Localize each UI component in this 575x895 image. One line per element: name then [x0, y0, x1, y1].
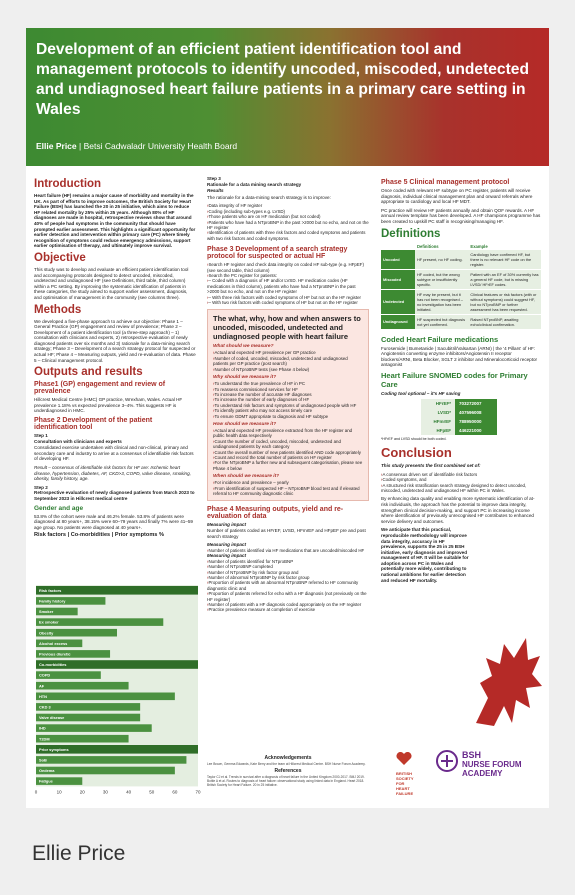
- results-list: [207, 203, 369, 241]
- step3-sub: Rationale for a data mining search strategy: [207, 181, 302, 187]
- step2-sub: Retrospective evaluation of newly diagnosed patients from March 2023 to September 2023 in Hillcrest medical centre: [34, 490, 195, 501]
- conclusion-sub: This study presents the first combined set of:: [381, 463, 481, 469]
- definitions-cell: Undetected: [381, 289, 415, 314]
- impact3-item: › Number of patients with a HF diagnosis coded appropriately on the HF register: [207, 602, 369, 607]
- impact3-item: › Number of patients identified for NTproBNP: [207, 559, 369, 564]
- definitions-row: [381, 314, 541, 329]
- what-why-how-box: [207, 309, 369, 501]
- snomed-row: [421, 426, 497, 435]
- phase1-body: Hillcrest Medical Centre (HMC) GP practice, Wrexham, Wales. Actual HF prevalence 1.18% vs expected prevalence 3–4%. This suggests HF is underdiagnosed in HMC.: [34, 397, 183, 414]
- medications-heading: Coded Heart Failure medications: [381, 334, 499, 344]
- poster-banner: [26, 28, 549, 166]
- acknowledgements-heading: Acknowledgements: [264, 755, 312, 761]
- phase1-heading: Phase1 (GP) engagement and review of prevalence: [34, 381, 166, 396]
- box-how-item: › Count and record the total number of patients on HF register: [213, 455, 363, 460]
- box-what-item: › Number of NTproBNP tests (see Phase 4 below): [213, 367, 363, 372]
- chart-category-label: Valve disease: [39, 715, 65, 721]
- snomed-cell: HFpEF: [421, 426, 455, 435]
- definitions-cell: HF present, no HF coding.: [415, 250, 468, 270]
- box-what-item: › Number of coded, uncoded, miscoded, undetected and undiagnosed patients per GP practice (post search): [213, 356, 363, 367]
- welsh-dragon-icon: [466, 628, 546, 738]
- definitions-cell: HF suspected but diagnosis not yet confirmed.: [415, 314, 468, 329]
- chart-bar: [36, 735, 129, 743]
- box-what-item: › Actual and expected HF prevalence per GP practice: [213, 350, 363, 355]
- nurse-forum-logo: [436, 750, 546, 800]
- chart-category-label: Fatigue: [39, 778, 53, 784]
- chart-category-label: Family history: [39, 598, 66, 604]
- step2-label: Step 2: [34, 484, 48, 490]
- chart-x-tick: 40: [126, 789, 132, 795]
- chart-category-label: Ex smoker: [39, 619, 59, 625]
- definitions-header-example: Example: [468, 243, 541, 250]
- poster[interactable]: [26, 28, 549, 808]
- conclusion-body: By enhancing data quality and enabling more systematic identification of at-risk individuals, the approach has the potential to improve data integrity, strengthen clinical decision-making, and support PC in increasing income where identification of previously unrecognised HF contributes to enhanced service delivery and outcomes.: [381, 496, 535, 524]
- results-heading: Results: [207, 188, 224, 194]
- box-why-item: › To increase the number of accurate HF diagnoses: [213, 392, 363, 397]
- snomed-heading: Heart Failure SNOMED codes for Primary Care: [381, 370, 528, 389]
- bsh-logo-line-2: SOCIETY: [396, 776, 414, 781]
- impact2-item: › Number of patients identified via HF medications that are uncoded/miscoded HF: [207, 548, 369, 553]
- snomed-table: [421, 399, 497, 435]
- snomed-row: [421, 417, 497, 426]
- impact3-item: › Number of NTproBNP by risk factor group and: [207, 570, 369, 575]
- chart-x-tick: 10: [56, 789, 62, 795]
- results-item: › Patients who have had a NTproBNP in the past >2000 but no echo, and not on the HF register: [207, 220, 369, 231]
- box-title: The what, why, how and when answers to uncoded, miscoded, undetected and undiagnosed people with heart failure: [213, 314, 361, 342]
- impact3-item: › Proportion of patients referred for echo with a HF diagnosis (not previously on the HF register): [207, 591, 369, 602]
- conclusion-heading: Conclusion: [381, 445, 452, 461]
- chart-x-tick: 0: [34, 789, 38, 795]
- nurse-forum-logo-bsh: BSH: [462, 750, 482, 760]
- step1-sub: Consultation with clinicians and experts: [34, 438, 122, 444]
- logos-area: [396, 748, 546, 804]
- references-heading: References: [274, 768, 302, 774]
- impact3-item: › Number of abnormal NTproBNP by risk factor group: [207, 575, 369, 580]
- references-body: Taylor CJ et al. Trends in survival after a diagnosis of heart failure in the United Kingdom 2000-2017. BMJ 2019. Bottle A et al. Routes to diagnosis of heart failure: observational study using linked data in England. Heart 2018. British Society for Heart Failure. 20 in 25 initiative.: [207, 775, 365, 787]
- conclusion-list: [381, 472, 541, 494]
- box-how-item: › Count the overall number of new patients identified AND code appropriately: [213, 450, 363, 455]
- box-how-item: › For the NTproBNP a further new and subsequent categorisation, please see Phase 4 below: [213, 460, 363, 471]
- chart-bar: [36, 703, 140, 711]
- box-why-item: › To reassess commissioned services for HF: [213, 387, 363, 392]
- phase3-item: › – With two risk factors with coded symptoms of HF but not on the HF register: [207, 300, 369, 305]
- chart-category-label: Smoker: [39, 609, 54, 615]
- nurse-forum-logo-academy: ACADEMY: [462, 769, 503, 778]
- phase3-item: › – Coded with a diagnosis of HF and/or LVSD. HF medication codes (HF medications in third column), patients who have had a NTproBNP in the past >2000 but no echo, and not on the HF register: [207, 278, 369, 294]
- definitions-row: [381, 250, 541, 270]
- impact3-item: › Proportion of patients with an abnormal NTproBNP referred to HF community diagnostic clinic and: [207, 580, 369, 591]
- nurse-forum-logo-line: NURSE FORUM: [462, 760, 522, 769]
- bsh-logo-line-1: BRITISH: [396, 771, 412, 776]
- phase5-heading: Phase 5 Clinical management protocol: [381, 179, 510, 186]
- chart-x-tick: 20: [79, 789, 85, 795]
- gender-age-heading: Gender and age: [34, 504, 84, 512]
- impact1-body: Number of patients coded as HFrEF, LVSD, HFmrEF and HFpEF pre and post search strategy: [207, 528, 366, 539]
- definitions-header-row: [381, 243, 541, 250]
- step1-result: Result – consensus of identifiable risk factors for HF are: Ischemic heart disease, hypertension, diabetes, AF, CKD>3, COPD, valve disease, smoking, obesity, family history, age.: [34, 465, 191, 482]
- author-name: Ellie Price: [36, 141, 77, 151]
- snomed-row: [421, 399, 497, 408]
- chart-category-label: COPD: [39, 672, 51, 678]
- box-how-item: › Count the number of coded, uncoded, miscoded, undetected and undiagnosed patients by each category: [213, 439, 363, 450]
- conclusion-item: › A consensus driven set of identifiable risk factors: [381, 472, 541, 477]
- impact3-heading: Measuring impact: [207, 553, 247, 559]
- chart-category-label: IHD: [39, 725, 46, 731]
- chart-category-label: Previous diuretic: [39, 651, 71, 657]
- objective-heading: Objective: [34, 251, 86, 264]
- box-when-list: [213, 480, 363, 496]
- impact2-heading: Measuring impact: [207, 542, 247, 548]
- column-3: [381, 176, 541, 586]
- poster-title: Development of an efficient patient identification tool and management protocols to identify uncoded, miscoded, undetected and undiagnosed heart failure patients in a primary care setting in Wales: [36, 41, 529, 118]
- definitions-row: [381, 289, 541, 314]
- chart-category-label: Co-morbidities: [39, 662, 67, 668]
- chart-category-label: Oedema: [39, 768, 55, 774]
- phase3-heading: Phase 3 Development of a search strategy protocol for suspected or actual HF: [207, 246, 348, 261]
- phase3-item: › – With three risk factors with coded symptoms of HF but not on the HF register: [207, 295, 369, 300]
- box-what-heading: What should we measure?: [213, 344, 274, 350]
- column-1: [34, 176, 196, 542]
- phase3-item: › Search the PC register for patients:: [207, 273, 369, 278]
- box-when-item: › For incidence and prevalence – yearly: [213, 480, 363, 485]
- risk-factors-chart: [34, 583, 202, 803]
- step1-body: Consolidated exercise undertaken with clinical and non-clinical, primary and secondary care and industry to arrive at a consensus of identifiable risk factors of developing HF.: [34, 445, 194, 462]
- box-when-heading: When should we measure it?: [213, 474, 280, 480]
- snomed-cell: HFrEF*: [421, 399, 455, 408]
- box-why-list: [213, 381, 363, 419]
- heart-icon: [396, 752, 412, 766]
- chart-x-tick: 50: [149, 789, 155, 795]
- column-2: [207, 176, 369, 613]
- definitions-cell: Undiagnosed: [381, 314, 415, 329]
- conclusion-item: › Coded symptoms, and: [381, 477, 541, 482]
- chart-bar: [36, 724, 152, 732]
- definitions-header-def: Definitions: [415, 243, 468, 250]
- risk-factors-heading: Risk factors | Co-morbidities | Prior symptoms %: [34, 532, 164, 539]
- box-when-item: › From identification of suspected HF – NTproBNP blood test and if elevated referral to HF community diagnostic clinic: [213, 486, 363, 497]
- definitions-cell: Clinical features or risk factors (with or without symptoms) could suggest HF, but no NTproBNP or further assessment has been requested.: [468, 289, 541, 314]
- box-how-list: [213, 428, 363, 471]
- chart-category-label: AF: [39, 683, 45, 689]
- chart-category-label: Obesity: [39, 630, 54, 636]
- author-affiliation: Betsi Cadwaladr University Health Board: [83, 141, 238, 151]
- box-how-heading: How should we measure it?: [213, 421, 277, 427]
- conclusion-item: › A structured risk stratification search strategy designed to detect uncoded, miscoded, undetected and undiagnosed HF within PC in Wales.: [381, 483, 541, 494]
- chart-x-tick: 60: [172, 789, 178, 795]
- box-why-item: › To understand risk factors and symptoms of undiagnosed people with HF: [213, 403, 363, 408]
- box-why-item: › To ensure GDMT appropriate to diagnosis and HF subtype: [213, 414, 363, 419]
- definitions-cell: HF coded, but the wrong subtype or insufficiently specific.: [415, 269, 468, 289]
- poster-author: Ellie Price | Betsi Cadwaladr University Health Board: [36, 141, 238, 151]
- box-what-list: [213, 350, 363, 372]
- phase2-heading: Phase 2 Development of the patient identification tool: [34, 417, 153, 432]
- box-how-item: › Actual and expected HF prevalence extracted from the HF register and public health data respectively: [213, 428, 363, 439]
- phase5-body-2: PC practice will review HF patients annually and obtain QOF rewards. A HF annual review template has been developed. A HF champions programme has been created to upskill PC staff in recognising/managing HF.: [381, 207, 541, 224]
- conclusion-bold: We anticipate that this practical, reproducible methodology will improve data integrity, accuracy in HF prevalence, supports the 25 in 25 BSH initiative, early diagnosis and improved management of HF. It will be suitable for adoption across PC in Wales and potentially more widely, contributing to national ambitions for earlier detection and reduced HF mortality.: [381, 527, 469, 583]
- acknowledgements-body: Lee Brown, Gemma Edwards, Kate Berry and the team at Hillcrest Medical Centre. BSH Nurse Forum Academy.: [207, 762, 366, 766]
- definitions-cell: Cardiology have confirmed HF, but there is no relevant HF code on the register.: [468, 250, 541, 270]
- snomed-cell: 703272007: [455, 399, 497, 408]
- results-item: › Those patients who are on HF medication (but not coded): [207, 214, 369, 219]
- definitions-cell: Miscoded: [381, 269, 415, 289]
- results-item: › Identification of patients with three risk factors and coded symptoms and patients with two risk factors and coded symptoms.: [207, 230, 369, 241]
- step3-label: Step 3: [207, 176, 221, 181]
- objective-body: This study was to develop and evaluate an efficient patient identification tool and accompanying protocols designed to detect uncoded, miscoded, undetected and undiagnosed HF (see Definitions, third table, third column) within a PC setting. By improving the systematic identification of patients in these categories, the study aimed to support earlier assessment, diagnosis, and optimisation of management in the community (see columns three).: [34, 266, 189, 300]
- definitions-cell: HF may be present, but it has not been recognised – no investigation has been initiated.: [415, 289, 468, 314]
- snomed-subheading: Coding tool optional – it's HF saving: [381, 390, 461, 396]
- box-why-item: › To identify patient who may not access timely care: [213, 408, 363, 413]
- snomed-cell: LVSD*: [421, 408, 455, 417]
- results-item: › Data integrity of HF register: [207, 203, 369, 208]
- medications-body: Furosemide | Bumetanide | Sacubitril/Valsartan (ARNI) | the '4 Pillars' of HF: Angiotensin converting enzyme inhibitors/Angiotensin II receptor blockers/ARNI, Beta Blocker, SGLT 2 inhibitor and Mineralocorticoid receptor antagonist: [381, 345, 538, 368]
- nurse-forum-emblem-icon: [436, 750, 458, 772]
- step1-label: Step 1: [34, 433, 48, 439]
- bsh-logo-line-3: FOR: [396, 781, 405, 786]
- snomed-row: [421, 408, 497, 417]
- chart-x-tick: 70: [195, 789, 201, 795]
- gender-age-body: 53.8% of the cohort were male and 46.2% female. 53.8% of patients were diagnosed at 80 years+, 38.15% were 60–79 years and finally 7% were 41–59 age group. No patients were diagnosed at 40 years+.: [34, 513, 193, 530]
- results-body: The rationale for a data-mining search strategy is to improve:: [207, 194, 331, 200]
- bsh-logo-line-5: FAILURE: [396, 791, 414, 796]
- phase4-heading: Phase 4 Measuring outputs, yield and re-evaluation of data: [207, 506, 344, 521]
- bsh-logo: [396, 752, 426, 798]
- chart-category-label: Risk factors: [39, 587, 62, 593]
- phase3-item: › Search HF register and check data integrity on coded HF sub-type (e.g. HFpEF) (see second table, third column): [207, 262, 369, 273]
- definitions-heading: Definitions: [381, 227, 441, 240]
- acknowledgements-section: [207, 756, 369, 787]
- chart-category-label: Alcohol excess: [39, 640, 68, 646]
- box-why-heading: Why should we measure it?: [213, 375, 277, 381]
- impact3-item: › Practice prevalence measure at completion of exercise: [207, 607, 369, 612]
- chart-category-label: Prior symptoms: [39, 746, 69, 752]
- methods-body: We developed a five-phase approach to achieve our objective: Phase 1 – General Practice (GP) engagement and review of prevalence; Phase 2 – Development of a patient identification tool (a three-step approach) – 1) consultation with clinicians and experts, 2) retrospective evaluation of newly diagnosed patients over six months and 3) rationale for a data-mining search strategy; Phase 3 – Development of a search strategy protocol for suspected or actual HF; Phase 4 – Measuring outputs, yield and re-evaluation of data. Phase 5 – Clinical management protocol.: [34, 318, 196, 363]
- methods-heading: Methods: [34, 303, 82, 316]
- snomed-cell: 788950000: [455, 417, 497, 426]
- chart-bar: [36, 682, 129, 690]
- box-why-item: › To understand the true prevalence of HF in PC: [213, 381, 363, 386]
- phase3-list: [207, 262, 369, 305]
- definitions-table: [381, 243, 541, 330]
- chart-category-label: T2DM: [39, 736, 50, 742]
- definitions-row: [381, 269, 541, 289]
- chart-category-label: CKD 3: [39, 704, 51, 710]
- impact3-list: [207, 559, 369, 613]
- outputs-heading: Outputs and results: [34, 366, 143, 379]
- box-why-item: › To increase the number of early diagnoses of HF: [213, 397, 363, 402]
- chart-x-tick: 30: [102, 789, 108, 795]
- results-item: › Coding (including sub-types e.g. LVSD): [207, 209, 369, 214]
- bsh-logo-line-4: HEART: [396, 786, 410, 791]
- snomed-cell: 446221000: [455, 426, 497, 435]
- chart-bar: [36, 693, 175, 701]
- snomed-note: *HFrEF and LVSD should be both coded.: [381, 436, 447, 441]
- image-caption: Ellie Price: [32, 842, 126, 865]
- chart-category-label: SoB: [39, 757, 47, 763]
- definitions-cell: Raised NTproBNP, awaiting echo/clinical confirmation.: [468, 314, 541, 329]
- chart-category-label: HTN: [39, 693, 47, 699]
- snomed-cell: 407596008: [455, 408, 497, 417]
- definitions-cell: Patient with an EF of 30% currently has a general HF code, but is missing LVSD/ HFrEF codes.: [468, 269, 541, 289]
- definitions-cell: Uncoded: [381, 250, 415, 270]
- intro-heading: Introduction: [34, 178, 102, 190]
- definitions-header-blank: [381, 243, 415, 250]
- impact3-item: › Number of NTproBNP completed: [207, 564, 369, 569]
- phase5-body-1: Once coded with relevant HF subtype on PC register, patients will receive diagnosis, individual clinical management plan and onward referrals where appropriate to cardiology and local HF MDT.: [381, 188, 533, 205]
- chart-bar: [36, 767, 175, 775]
- intro-body: Heart failure (HF) remains a major cause of morbidity and mortality in the UK. As part of efforts to improve outcomes, the British Society for Heart Failure (BSH) has launched the 20 in 25 initiative, which aims to reduce HF related mortality by 25% within 25 years. Although 80% of HF diagnoses are made in hospital, retrospective reviews show that around 40% of people had symptoms in the community that should have prompted earlier assessment. This highlights a significant opportunity for earlier detection and intervention within primary care (PC) where timely recognition of symptoms could reduce emergency admissions, support earlier optimisation of therapy, and ultimately improve survival.: [34, 193, 196, 249]
- impact1-heading: Measuring impact: [207, 522, 247, 528]
- snomed-cell: HFmrEF: [421, 417, 455, 426]
- chart-bar: [36, 756, 186, 764]
